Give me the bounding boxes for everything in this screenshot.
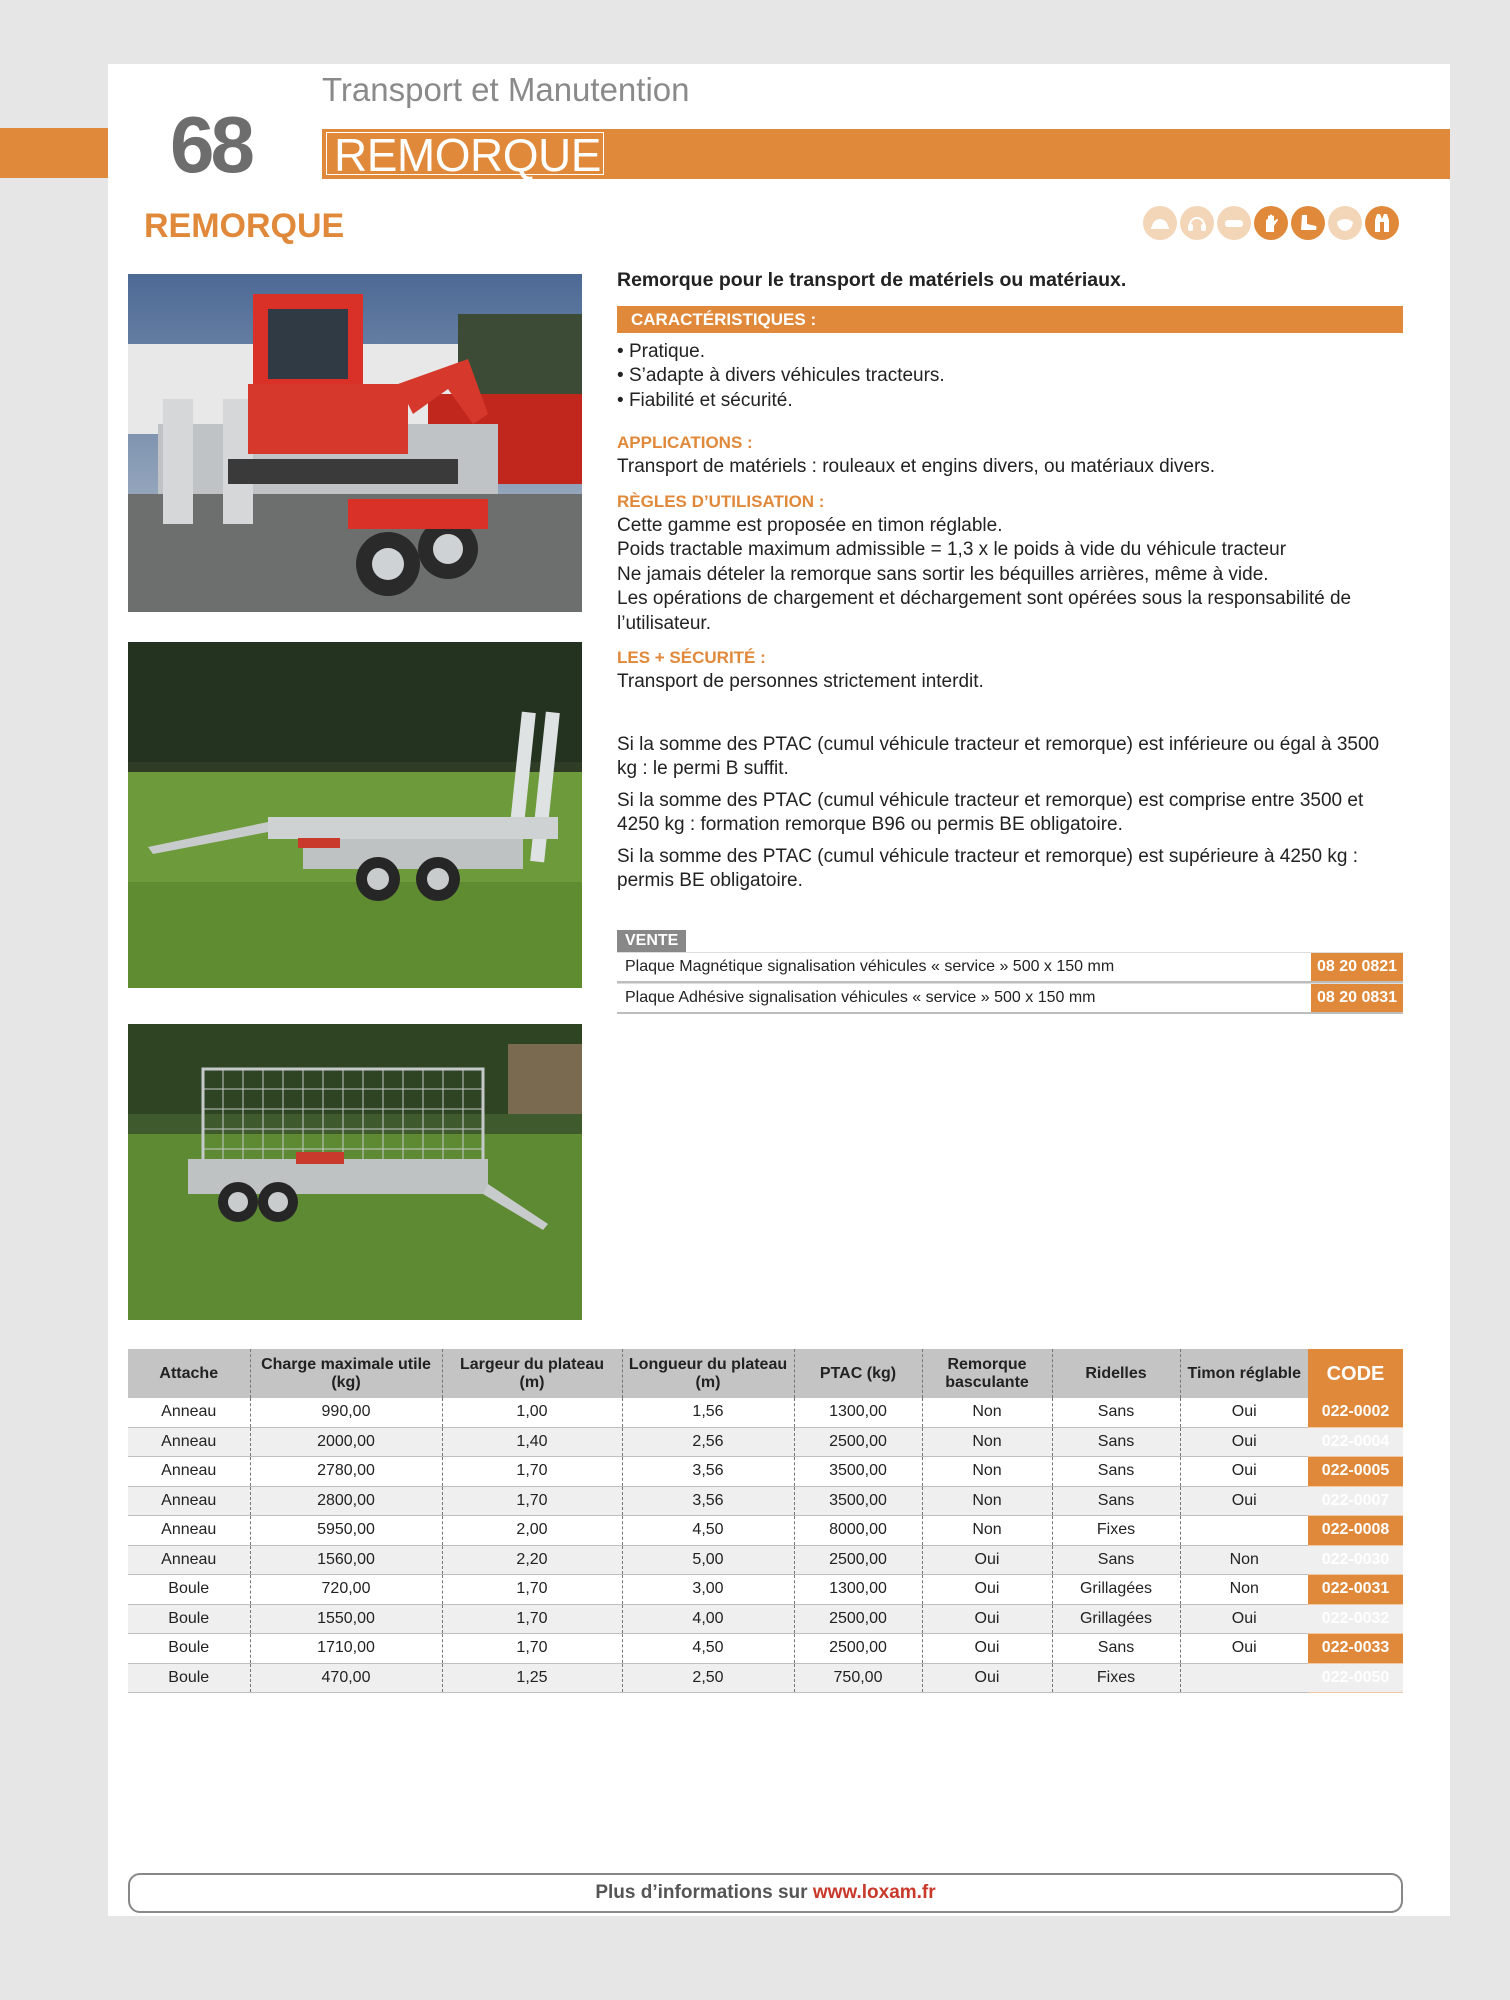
table-cell: 1300,00 <box>794 1575 922 1605</box>
table-cell: 4,50 <box>622 1634 794 1664</box>
table-cell: Oui <box>922 1575 1052 1605</box>
table-cell: Oui <box>1180 1604 1308 1634</box>
product-code-cell: 022-0008 <box>1308 1516 1403 1546</box>
table-cell: Boule <box>128 1575 250 1605</box>
left-accent-band <box>0 128 108 178</box>
column-header: Attache <box>128 1349 250 1398</box>
table-cell: 5950,00 <box>250 1516 442 1546</box>
table-cell: Boule <box>128 1634 250 1664</box>
table-cell: Non <box>922 1427 1052 1457</box>
feature-item: • Pratique. <box>617 340 1403 365</box>
table-cell: 2500,00 <box>794 1634 922 1664</box>
table-cell: 2,50 <box>622 1663 794 1693</box>
ear-protection-icon <box>1180 206 1214 240</box>
product-intro: Remorque pour le transport de matériels ou matériaux. <box>617 269 1127 291</box>
table-cell: 1550,00 <box>250 1604 442 1634</box>
table-cell: Non <box>1180 1545 1308 1575</box>
table-cell: Anneau <box>128 1398 250 1427</box>
sale-item-code: 08 20 0831 <box>1311 984 1403 1012</box>
product-code-cell: 022-0030 <box>1308 1545 1403 1575</box>
security-text: Transport de personnes strictement interdit. <box>617 671 984 692</box>
column-header: Longueur du plateau (m) <box>622 1349 794 1398</box>
footer-text: Plus d’informations sur <box>595 1882 808 1903</box>
ptac-note: Si la somme des PTAC (cumul véhicule tracteur et remorque) est inférieure ou égal à 3500 kg : le permi B suffit. <box>617 733 1380 779</box>
table-cell: Oui <box>922 1604 1052 1634</box>
sale-row <box>617 983 1403 1014</box>
table-cell: 2500,00 <box>794 1545 922 1575</box>
table-cell: Boule <box>128 1663 250 1693</box>
rule-item: Les opérations de chargement et déchargement sont opérées sous la responsabilité de l’utilisateur. <box>617 588 1352 634</box>
table-row <box>128 1398 1403 1427</box>
table-cell: 3500,00 <box>794 1457 922 1487</box>
sale-item-label: Plaque Magnétique signalisation véhicules « service » 500 x 150 mm <box>625 958 1115 975</box>
sale-tag: VENTE <box>617 930 686 952</box>
mask-icon <box>1328 206 1362 240</box>
photo-cage-trailer <box>128 1024 582 1320</box>
table-cell: 2,56 <box>622 1427 794 1457</box>
sale-item-label: Plaque Adhésive signalisation véhicules « service » 500 x 150 mm <box>625 989 1096 1006</box>
table-cell: 3500,00 <box>794 1486 922 1516</box>
product-code-cell: 022-0005 <box>1308 1457 1403 1487</box>
table-cell: 2800,00 <box>250 1486 442 1516</box>
table-cell: Anneau <box>128 1545 250 1575</box>
table-row <box>128 1634 1403 1664</box>
table-cell: Sans <box>1052 1457 1180 1487</box>
photo-excavator-trailer <box>128 274 582 612</box>
header-band-title: REMORQUE <box>334 129 601 181</box>
column-header: Ridelles <box>1052 1349 1180 1398</box>
table-cell: Non <box>922 1516 1052 1546</box>
table-cell: 8000,00 <box>794 1516 922 1546</box>
table-cell: Grillagées <box>1052 1575 1180 1605</box>
table-cell: 2500,00 <box>794 1604 922 1634</box>
table-row <box>128 1604 1403 1634</box>
table-cell: 1,40 <box>442 1427 622 1457</box>
sale-item-code: 08 20 0821 <box>1311 953 1403 981</box>
table-cell: 1,70 <box>442 1634 622 1664</box>
table-cell: 2,20 <box>442 1545 622 1575</box>
product-code-cell: 022-0050 <box>1308 1663 1403 1693</box>
table-cell: 3,00 <box>622 1575 794 1605</box>
features-list <box>617 340 1403 414</box>
table-cell: Non <box>922 1398 1052 1427</box>
rule-item: Cette gamme est proposée en timon réglable. <box>617 514 1003 536</box>
table-cell: 1,25 <box>442 1663 622 1693</box>
table-cell: 2500,00 <box>794 1427 922 1457</box>
table-cell: Anneau <box>128 1516 250 1546</box>
helmet-icon <box>1143 206 1177 240</box>
sale-row <box>617 952 1403 983</box>
table-cell: Boule <box>128 1604 250 1634</box>
column-header: Timon réglable <box>1180 1349 1308 1398</box>
table-header-row <box>128 1349 1403 1398</box>
safety-icons <box>1143 206 1399 242</box>
table-cell: 990,00 <box>250 1398 442 1427</box>
feature-item: • S’adapte à divers véhicules tracteurs. <box>617 364 1403 389</box>
table-cell: Anneau <box>128 1427 250 1457</box>
table-cell: Oui <box>1180 1457 1308 1487</box>
table-cell: 720,00 <box>250 1575 442 1605</box>
table-row <box>128 1516 1403 1546</box>
column-header: Largeur du plateau (m) <box>442 1349 622 1398</box>
table-cell: 1,70 <box>442 1575 622 1605</box>
feature-item: • Fiabilité et sécurité. <box>617 389 1403 414</box>
goggles-icon <box>1217 206 1251 240</box>
table-cell: 4,50 <box>622 1516 794 1546</box>
table-cell: 2000,00 <box>250 1427 442 1457</box>
table-cell: Anneau <box>128 1486 250 1516</box>
table-cell: 750,00 <box>794 1663 922 1693</box>
table-cell: 5,00 <box>622 1545 794 1575</box>
table-cell: 1,00 <box>442 1398 622 1427</box>
ptac-note: Si la somme des PTAC (cumul véhicule tracteur et remorque) est supérieure à 4250 kg : permis BE obligatoire. <box>617 845 1358 891</box>
column-header: PTAC (kg) <box>794 1349 922 1398</box>
table-cell: 3,56 <box>622 1457 794 1487</box>
table-cell: 2780,00 <box>250 1457 442 1487</box>
table-cell: Oui <box>1180 1398 1308 1427</box>
column-header: Charge maximale utile (kg) <box>250 1349 442 1398</box>
product-title: REMORQUE <box>144 207 345 245</box>
rule-item: Poids tractable maximum admissible = 1,3 x le poids à vide du véhicule tracteur <box>617 539 1287 560</box>
table-cell: Non <box>922 1486 1052 1516</box>
footer-link[interactable]: www.loxam.fr <box>812 1882 936 1903</box>
table-row <box>128 1457 1403 1487</box>
table-cell: 1,70 <box>442 1604 622 1634</box>
specs-table <box>128 1349 1403 1693</box>
table-cell: Oui <box>1180 1486 1308 1516</box>
table-cell: 1,56 <box>622 1398 794 1427</box>
table-cell: Sans <box>1052 1427 1180 1457</box>
table-cell: Oui <box>922 1545 1052 1575</box>
table-cell: Anneau <box>128 1457 250 1487</box>
table-cell: Fixes <box>1052 1663 1180 1693</box>
table-cell: 1710,00 <box>250 1634 442 1664</box>
security-heading: LES + SÉCURITÉ : <box>617 648 766 667</box>
product-code-cell: 022-0031 <box>1308 1575 1403 1605</box>
table-cell: Oui <box>1180 1634 1308 1664</box>
footer-banner <box>128 1873 1403 1913</box>
ptac-note: Si la somme des PTAC (cumul véhicule tracteur et remorque) est comprise entre 3500 et 4250 kg : formation remorque B96 ou permis BE obligatoire. <box>617 789 1364 835</box>
table-cell: Oui <box>922 1634 1052 1664</box>
section-title: Transport et Manutention <box>322 71 690 108</box>
table-body <box>128 1398 1403 1693</box>
table-cell: Oui <box>1180 1427 1308 1457</box>
table-cell: 3,56 <box>622 1486 794 1516</box>
table-cell: 1,70 <box>442 1486 622 1516</box>
applications-heading: APPLICATIONS : <box>617 433 753 452</box>
table-cell: 1,70 <box>442 1457 622 1487</box>
table-cell <box>1180 1516 1308 1546</box>
applications-text: Transport de matériels : rouleaux et engins divers, ou matériaux divers. <box>617 456 1216 477</box>
table-cell: Sans <box>1052 1545 1180 1575</box>
table-cell <box>1180 1663 1308 1693</box>
rules-heading: RÈGLES D’UTILISATION : <box>617 491 825 511</box>
table-cell: 4,00 <box>622 1604 794 1634</box>
table-row <box>128 1545 1403 1575</box>
gloves-icon <box>1254 206 1288 240</box>
high-visibility-vest-icon <box>1365 206 1399 240</box>
product-code-cell: 022-0033 <box>1308 1634 1403 1664</box>
table-cell: Grillagées <box>1052 1604 1180 1634</box>
safety-shoes-icon <box>1291 206 1325 240</box>
table-row <box>128 1486 1403 1516</box>
table-row <box>128 1663 1403 1693</box>
table-cell: Fixes <box>1052 1516 1180 1546</box>
table-cell: Sans <box>1052 1634 1180 1664</box>
page-number: 68 <box>170 100 251 189</box>
product-code-cell: 022-0004 <box>1308 1427 1403 1457</box>
table-cell: Sans <box>1052 1398 1180 1427</box>
table-cell: 470,00 <box>250 1663 442 1693</box>
table-cell: 1560,00 <box>250 1545 442 1575</box>
table-cell: 1300,00 <box>794 1398 922 1427</box>
table-cell: 2,00 <box>442 1516 622 1546</box>
table-cell: Non <box>922 1457 1052 1487</box>
table-cell: Sans <box>1052 1486 1180 1516</box>
table-row <box>128 1575 1403 1605</box>
column-header: Remorque basculante <box>922 1349 1052 1398</box>
product-code-cell: 022-0007 <box>1308 1486 1403 1516</box>
description-column <box>617 268 1403 901</box>
characteristics-heading: CARACTÉRISTIQUES : <box>617 306 1403 333</box>
product-code-cell: 022-0002 <box>1308 1398 1403 1427</box>
table-cell: Oui <box>922 1663 1052 1693</box>
photo-ramp-trailer <box>128 642 582 988</box>
sale-accessories <box>617 930 1403 1014</box>
rule-item: Ne jamais dételer la remorque sans sortir les béquilles arrières, même à vide. <box>617 563 1269 585</box>
table-row <box>128 1427 1403 1457</box>
code-column-header: CODE <box>1308 1349 1403 1398</box>
table-cell: Non <box>1180 1575 1308 1605</box>
product-code-cell: 022-0032 <box>1308 1604 1403 1634</box>
